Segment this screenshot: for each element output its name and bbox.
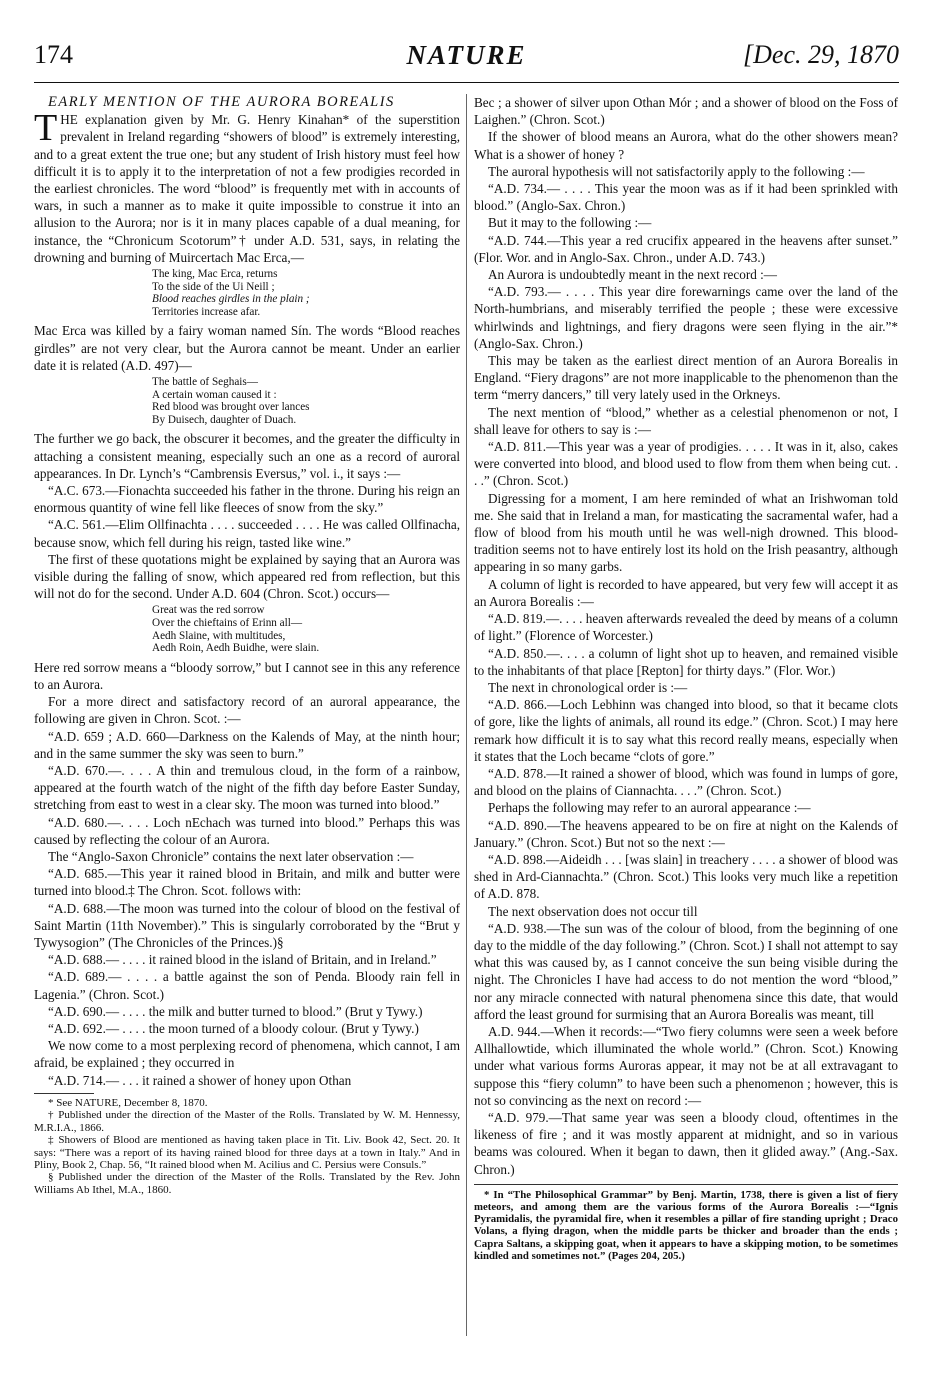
- quotation: “A.D. 850.—. . . . a column of light shot up to heaven, and remained visible to the inhabitants of that place [Repton] for thirty days.” (Flor. Wor.): [474, 645, 898, 678]
- quotation: “A.D. 689.— . . . . a battle against the son of Penda. Bloody rain fell in Lagenia.” (Chron. Scot.): [34, 969, 460, 1002]
- paragraph: The next in chronological order is :—: [488, 679, 688, 695]
- issue-date: [Dec. 29, 1870: [743, 40, 899, 69]
- article-title: EARLY MENTION OF THE AURORA BOREALIS: [48, 94, 395, 110]
- quotation: “A.D. 938.—The sun was of the colour of blood, from the beginning of one day to the middle of the day following.” (Chron. Scot.) I shall not attempt to say what this was caused by, as I cannot conceive the sun being visible during the night. The Chronicles I have had access to do not mention the word “blood,” nor any miracle connected with natural phenomena since this date, that would afford the least ground for surmising that an Aurora Borealis was meant, till: [474, 920, 898, 1022]
- paragraph: An Aurora is undoubtedly meant in the next record :—: [488, 267, 777, 283]
- verse-quote: The battle of Seghais— A certain woman caused it : Red blood was brought over lances By Duisech, daughter of Duach.: [152, 376, 310, 426]
- quotation: “A.D. 744.—This year a red crucifix appeared in the heavens after sunset.” (Flor. Wor. and in Anglo-Sax. Chron., under A.D. 743.): [474, 232, 898, 265]
- quotation: “A.C. 561.—Elim Ollfinachta . . . . succeeded . . . . He was called Ollfinacha, because snow, which fell during his reign, tasted like wine.”: [34, 517, 460, 550]
- quotation: “A.D. 692.— . . . . the moon turned of a bloody colour. (Brut y Tywy.): [48, 1021, 419, 1037]
- quotation: “A.D. 890.—The heavens appeared to be on fire at night on the Kalends of January.” (Chron. Scot.) But not so the next :—: [474, 817, 898, 850]
- paragraph: The “Anglo-Saxon Chronicle” contains the next later observation :—: [48, 849, 414, 865]
- quotation: “A.D. 685.—This year it rained blood in Britain, and milk and butter were turned into blood.‡ The Chron. Scot. follows with:: [34, 866, 460, 899]
- quotation: “A.D. 734.— . . . . This year the moon was as if it had been sprinkled with blood.” (Anglo-Sax. Chron.): [474, 181, 898, 214]
- journal-title: NATURE: [406, 40, 527, 70]
- quotation: “A.D. 670.—. . . . A thin and tremulous cloud, in the form of a rainbow, appeared at the fourth watch of the night of the fifth day before Easter Sunday, stretching from east to west in a clear sky. The moon was turned into blood.”: [34, 763, 460, 813]
- quotation: “A.D. 680.—. . . . Loch nEchach was turned into blood.” Perhaps this was caused by reflecting the colour of an Aurora.: [34, 814, 460, 847]
- footnote: § Published under the direction of the Master of the Rolls. Translated by the Rev. John Williams Ab Ithel, M.A., 1860.: [34, 1171, 460, 1196]
- quotation: “A.D. 690.— . . . . the milk and butter turned to blood.” (Brut y Tywy.): [48, 1003, 423, 1019]
- footnote: ‡ Showers of Blood are mentioned as having taken place in Tit. Liv. Book 42, Sect. 20. It says: “There was a report of its having rained blood for three days at a town in Italy.” And in Pliny, Book 2, Chap. 56, “It rained blood when M. Acilius and C. Persius were Consuls.”: [34, 1134, 460, 1171]
- footnote-rule: [34, 1093, 94, 1094]
- quotation: “A.D. 898.—Aideidh . . . [was slain] in treachery . . . . a shower of blood was shed in Ard-Ciannachta.” (Chron. Scot.) This looks very much like a repetition of A.D. 878.: [474, 851, 898, 902]
- verse-quote: Great was the red sorrow Over the chieftains of Erinn all— Aedh Slaine, with multitudes, Aedh Roin, Aedh Buidhe, were slain.: [152, 604, 320, 655]
- paragraph: Perhaps the following may refer to an auroral appearance :—: [488, 800, 811, 816]
- left-column: [34, 94, 460, 1196]
- paragraph: Here red sorrow means a “bloody sorrow,” but I cannot see in this any reference to an Aurora.: [34, 659, 460, 692]
- quotation: “A.D. 688.— . . . . it rained blood in the island of Britain, and in Ireland.”: [48, 952, 437, 968]
- quotation: “A.D. 714.— . . . it rained a shower of honey upon Othan: [48, 1072, 352, 1088]
- quotation: “A.D. 659 ; A.D. 660—Darkness on the Kalends of May, at the ninth hour; and in the same summer the sky was seen to burn.”: [34, 728, 460, 761]
- quotation: “A.D. 819.—. . . . heaven afterwards revealed the deed by means of a column of light.” (Florence of Worcester.): [474, 611, 898, 644]
- right-footnote-block: [474, 1184, 898, 1262]
- paragraph: A.D. 944.—When it records:—“Two fiery columns were seen a week before Allhallowtide, which illuminated the whole world.” (Chron. Scot.) Knowing under what various forms Auroras appear, it may not be at all extravagant to suppose this “fiery column” to have been such a phenomenon ; however, this is not so convincing as the next on record :—: [474, 1023, 898, 1108]
- verse-quote: The king, Mac Erca, returns To the side of the Ui Neill ; Blood reaches girdles in the plain ; Territories increase afar.: [152, 268, 310, 318]
- paragraph: But it may to the following :—: [488, 215, 652, 231]
- quotation: “A.D. 878.—It rained a shower of blood, which was found in lumps of gore, and blood on the plains of Ciannachta. . . .” (Chron. Scot.): [474, 765, 898, 799]
- paragraph: For a more direct and satisfactory record of an auroral appearance, the following are given in Chron. Scot. :—: [34, 694, 460, 727]
- page-number: 174: [34, 40, 73, 69]
- quotation: “A.D. 811.—This year was a year of prodigies. . . . . It was in it, also, cakes were converted into blood, and blood used to flow from them when being cut. . . .” (Chron. Scot.): [474, 439, 898, 489]
- paragraph: The further we go back, the obscurer it becomes, and the greater the difficulty in attaching a consistent meaning, especially such an one as a record of auroral appearances. In Dr. Lynch’s “Cambrensis Eversus,” vol. i., it says :—: [34, 431, 460, 481]
- drop-cap: T: [34, 107, 58, 150]
- quotation: “A.D. 866.—Loch Lebhinn was changed into blood, so that it became clots of gore, like the lights of animals, all round its edge.” (Chron. Scot.) I may here remark how difficult it is to say what this record really means, especially when it states that the Loch became “clots of gore.”: [474, 697, 898, 764]
- paragraph: The next mention of “blood,” whether as a celestial phenomenon or not, I shall leave for others to say is :—: [474, 404, 898, 437]
- paragraph: THE explanation given by Mr. G. Henry Kinahan* of the superstition prevalent in Ireland regarding “showers of blood” is extremely interesting, and to a great extent the true one; but any student of Irish history must feel how difficult it is to apply it to the interpretation of not a few prodigies recorded in the earliest chronicles. The word “blood” is frequently met with in accounts of wars, in such a manner as to make it quite impossible to construe it into an allusion to the Aurora; nor is it in many places capable of a dual meaning, for instance, the “Chronicum Scotorum”† under A.D. 531, says, in relating the drowning and burning of Muircertach Mac Erca,—: [34, 107, 460, 265]
- paragraph: Bec ; a shower of silver upon Othan Mór ; and a shower of blood on the Foss of Laighen.” (Chron. Scot.): [474, 95, 898, 128]
- quotation: “A.D. 793.— . . . . This year dire forewarnings came over the land of the North-humbrians, and miserably terrified the people ; these were excessive whirlwinds and lightnings, and fiery dragons were seen flying in the air.”* (Anglo-Sax. Chron.): [474, 284, 898, 351]
- paragraph: The first of these quotations might be explained by saying that an Aurora was visible during the falling of snow, which appeared red from reflection, but this will not do for the second. Under A.D. 604 (Chron. Scot.) occurs—: [34, 551, 460, 602]
- quotation: “A.D. 688.—The moon was turned into the colour of blood on the festival of Saint Martin (11th November).” This is singularly corroborated by the “Brut y Tywysogion” (The Chronicles of the Princes.)§: [34, 900, 460, 951]
- quotation: “A.D. 979.—That same year was seen a bloody cloud, oftentimes in the likeness of fire ; and it was mostly apparent at midnight, and so in various beams was coloured. When it began to dawn, then it glided away.” (Ang.-Sax. Chron.): [474, 1109, 898, 1177]
- paragraph: If the shower of blood means an Aurora, what do the other showers mean? What is a shower of honey ?: [474, 129, 898, 162]
- paragraph: This may be taken as the earliest direct mention of an Aurora Borealis in England. “Fiery dragons” are not more inapplicable to the phenomenon than the term “merry dancers,” till very lately used in the Orkneys.: [474, 353, 898, 403]
- header-rule: [34, 82, 899, 83]
- paragraph: A column of light is recorded to have appeared, but very few will accept it as an Aurora Borealis :—: [474, 576, 898, 609]
- right-column: [474, 94, 898, 1262]
- paragraph: We now come to a most perplexing record of phenomena, which cannot, I am afraid, be explained ; they occurred in: [34, 1038, 460, 1071]
- page-header: [34, 40, 899, 76]
- paragraph: The auroral hypothesis will not satisfactorily apply to the following :—: [488, 163, 865, 179]
- footnote: * In “The Philosophical Grammar” by Benj. Martin, 1738, there is given a list of fiery meteors, and among them are the various forms of the Aurora Borealis :—“Ignis Pyramidalis, the pyramidal fire, when it resembles a pillar of fire standing upright ; Draco Volans, a flying dragon, when the middle parts be thicker and broader than the ends ; Capra Saltans, a skipping goat, when it appears to have a skipping motion, to be sometimes kindled and sometimes not.” (Pages 204, 205.): [474, 1188, 898, 1262]
- paragraph: Mac Erca was killed by a fairy woman named Sín. The words “Blood reaches girdles” are not very clear, but the Aurora cannot be meant. Under an earlier date it is related (A.D. 497)—: [34, 323, 460, 373]
- column-divider: [466, 94, 467, 1336]
- paragraph: The next observation does not occur till: [488, 903, 698, 919]
- footnote: * See NATURE, December 8, 1870.: [48, 1096, 208, 1109]
- quotation: “A.C. 673.—Fionachta succeeded his father in the throne. During his reign an enormous quantity of wine fell like fleeces of snow from the sky.”: [34, 483, 460, 516]
- footnote: † Published under the direction of the Master of the Rolls. Translated by W. M. Hennessy, M.R.I.A., 1866.: [34, 1109, 460, 1134]
- paragraph: Digressing for a moment, I am here reminded of what an Irishwoman told me. She said that in Ireland a man, for masticating the sacramental wafer, had a flow of blood from his mouth until he was well-nigh drowned. This blood-tradition seems not to have entirely lost its hold on the Irish peasantry, although appearing in so many garbs.: [474, 490, 898, 575]
